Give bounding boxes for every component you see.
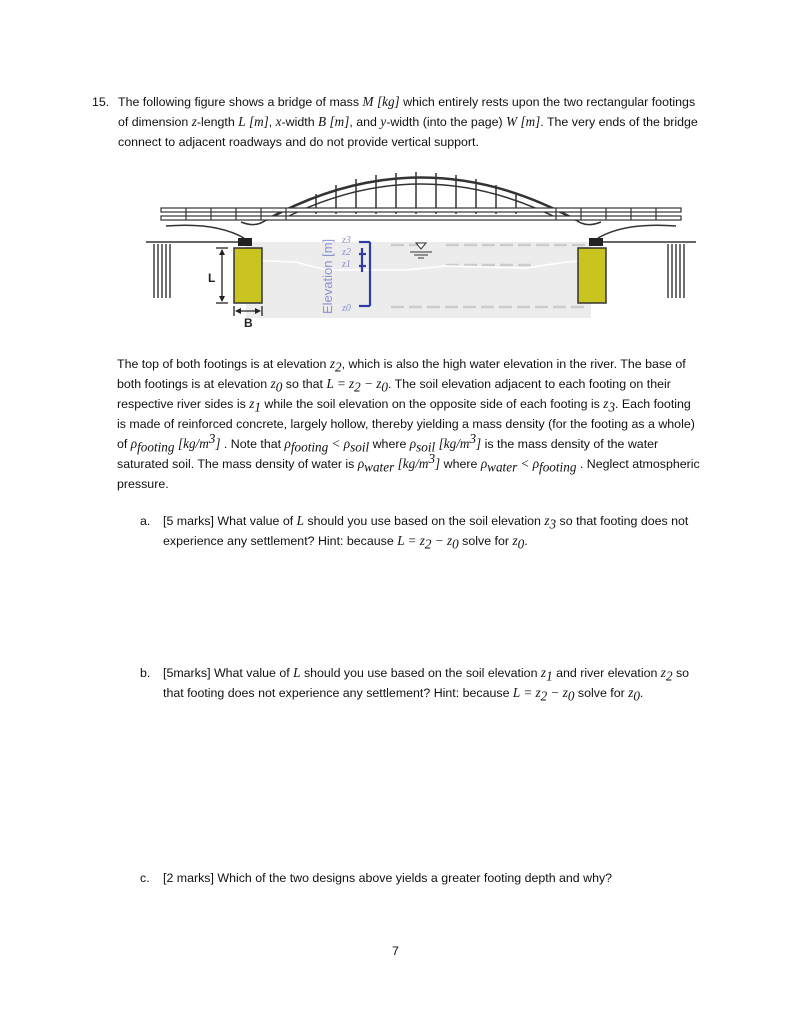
math-rho: ρ	[480, 456, 488, 471]
math-equation: L = z	[512, 685, 541, 700]
math-equation: L = z	[326, 376, 355, 391]
label-L: L	[208, 271, 216, 285]
right-girder-inner	[576, 220, 601, 225]
math-z0: z	[628, 685, 634, 700]
part-a	[140, 511, 700, 551]
math-sub: 0	[517, 536, 525, 552]
part-b	[140, 663, 700, 703]
math-z1: z	[540, 665, 547, 680]
math-m-unit: [m]	[248, 114, 269, 129]
right-approach-piles	[668, 244, 684, 298]
intro-text: ,	[268, 115, 276, 129]
math-rho: ρ	[409, 436, 417, 451]
math-rho: ρ	[130, 436, 138, 451]
intro-text: -width (into the page)	[386, 115, 507, 129]
math-z2: z	[660, 665, 666, 680]
intro-text: -width	[281, 115, 319, 129]
math-sub: 3	[549, 516, 557, 532]
math-sup: 3	[428, 450, 436, 466]
bridge-deck-bottom	[161, 216, 681, 220]
math-L: L	[296, 513, 304, 528]
math-m-unit: [m]	[329, 114, 350, 129]
math-sub: 2	[424, 536, 432, 552]
page-number: 7	[392, 944, 399, 958]
desc-text: is the mass density of the water saturated soil. The mass density of water is	[117, 437, 659, 471]
part-text: so that footing does not experience any settlement? Hint: because	[163, 666, 690, 700]
math-equation: − z	[360, 376, 382, 391]
math-unit: ]	[476, 436, 482, 451]
desc-text: , which is also the high water elevation in the river. The base of both footings is at elevation	[117, 357, 686, 391]
intro-text: which entirely rests upon the two rectangular footings of dimension	[118, 95, 696, 129]
elevation-axis-label: Elevation [m]	[320, 238, 335, 314]
part-c	[140, 868, 700, 888]
bridge-deck-top	[161, 208, 681, 212]
math-sub: 2	[354, 379, 361, 395]
label-z3: z3	[342, 235, 351, 246]
right-footing	[578, 248, 606, 303]
math-equation: − z	[547, 685, 568, 700]
math-sub: soil	[350, 439, 370, 455]
math-sub: footing	[137, 439, 175, 455]
part-text: [5marks] What value of	[163, 666, 294, 680]
math-y: y	[380, 114, 387, 129]
desc-text: where	[440, 457, 481, 471]
part-a-label: a.	[140, 514, 151, 528]
left-footing	[234, 248, 262, 303]
desc-text: . Each footing is made of reinforced concrete, largely hollow, thereby yielding a mass density (for the footing as a whole) of	[117, 397, 695, 451]
math-z0: z	[512, 533, 518, 548]
math-unit: ]	[215, 436, 221, 451]
math-rho: ρ	[532, 456, 540, 471]
part-text: solve for	[574, 686, 629, 700]
math-sub: water	[487, 459, 518, 475]
desc-text: . Neglect atmospheric pressure.	[117, 457, 700, 491]
math-z0: z	[270, 376, 276, 391]
math-x: x	[275, 114, 282, 129]
part-text: so that footing does not experience any settlement? Hint: because	[163, 514, 689, 548]
math-sub: 2	[665, 668, 673, 684]
math-unit: [kg/m	[397, 456, 429, 471]
problem-statement	[92, 92, 702, 152]
question-intro	[118, 92, 702, 152]
math-sub: footing	[539, 459, 577, 475]
desc-text: where	[369, 437, 410, 451]
dimension-L	[216, 248, 228, 303]
label-z1: z1	[342, 259, 351, 270]
math-sub: 0	[633, 688, 640, 704]
intro-text: -length	[196, 115, 239, 129]
math-sub: 2	[334, 359, 342, 375]
math-sub: 1	[546, 668, 553, 684]
math-kg-unit: [kg]	[376, 94, 400, 109]
desc-text: so that	[282, 377, 327, 391]
part-b-label: b.	[140, 666, 151, 680]
math-less-than: <	[328, 436, 344, 451]
math-sub: 0	[275, 379, 283, 395]
desc-text: . Note that	[220, 437, 285, 451]
desc-text: . The soil elevation adjacent to each footing on their respective river sides is	[117, 377, 671, 411]
part-text: .	[639, 686, 644, 700]
math-z2: z	[329, 356, 335, 371]
math-sub: 3	[608, 399, 616, 415]
math-M: M	[362, 94, 374, 109]
math-sub: 0	[567, 688, 575, 704]
right-girder	[598, 225, 676, 238]
intro-text: , and	[349, 115, 381, 129]
math-m-unit: [m]	[520, 114, 541, 129]
math-rho: ρ	[343, 436, 351, 451]
math-sub: 0	[452, 536, 459, 552]
bridge-figure	[146, 170, 696, 330]
part-b-text	[163, 663, 700, 703]
part-c-text: [2 marks] Which of the two designs above yields a greater footing depth and why?	[163, 871, 613, 885]
math-z3: z	[603, 396, 609, 411]
math-rho: ρ	[284, 436, 291, 451]
desc-text: while the soil elevation on the opposite side of each footing is	[260, 397, 604, 411]
math-rho: ρ	[357, 456, 365, 471]
math-sub: 0	[381, 379, 388, 395]
question-number: 15.	[92, 95, 110, 109]
math-equation: − z	[431, 533, 453, 548]
math-sub: footing	[290, 439, 329, 455]
desc-text: The top of both footings is at elevation	[117, 357, 330, 371]
part-text: should you use based on the soil elevation	[300, 666, 541, 680]
math-sub: 1	[254, 399, 261, 415]
math-L: L	[293, 665, 301, 680]
part-text: [5 marks] What value of	[163, 514, 297, 528]
part-text: .	[524, 534, 528, 548]
part-c-label: c.	[140, 871, 150, 885]
bridge-arch-inner	[281, 184, 561, 220]
math-sub: water	[364, 459, 395, 475]
left-girder-inner	[241, 220, 266, 225]
math-z: z	[191, 114, 197, 129]
math-W: W	[506, 114, 518, 129]
part-text: should you use based on the soil elevation	[303, 514, 545, 528]
left-bearing	[238, 238, 252, 246]
part-text: solve for	[458, 534, 513, 548]
description-paragraph	[117, 354, 702, 494]
math-unit: [kg/m	[438, 436, 470, 451]
left-approach-piles	[154, 244, 170, 298]
math-L: L	[238, 114, 246, 129]
right-bearing	[589, 238, 603, 246]
label-z0: z0	[342, 303, 351, 314]
math-equation: L = z	[397, 533, 425, 548]
math-B: B	[318, 114, 327, 129]
label-z2: z2	[342, 247, 351, 258]
math-unit: [kg/m	[177, 436, 209, 451]
intro-text: . The very ends of the bridge connect to adjacent roadways and do not provide vertical support.	[118, 115, 698, 149]
math-z1: z	[249, 396, 255, 411]
intro-text: The following figure shows a bridge of mass	[118, 95, 363, 109]
left-girder	[166, 225, 244, 238]
math-sup: 3	[469, 430, 477, 446]
math-z3: z	[544, 513, 550, 528]
math-less-than: <	[517, 456, 533, 471]
math-sup: 3	[208, 430, 216, 446]
math-unit: ]	[435, 456, 441, 471]
math-sub: 2	[540, 688, 548, 704]
part-a-text	[163, 511, 700, 551]
label-B: B	[244, 316, 253, 330]
part-text: and river elevation	[552, 666, 661, 680]
math-sub: soil	[416, 439, 436, 455]
